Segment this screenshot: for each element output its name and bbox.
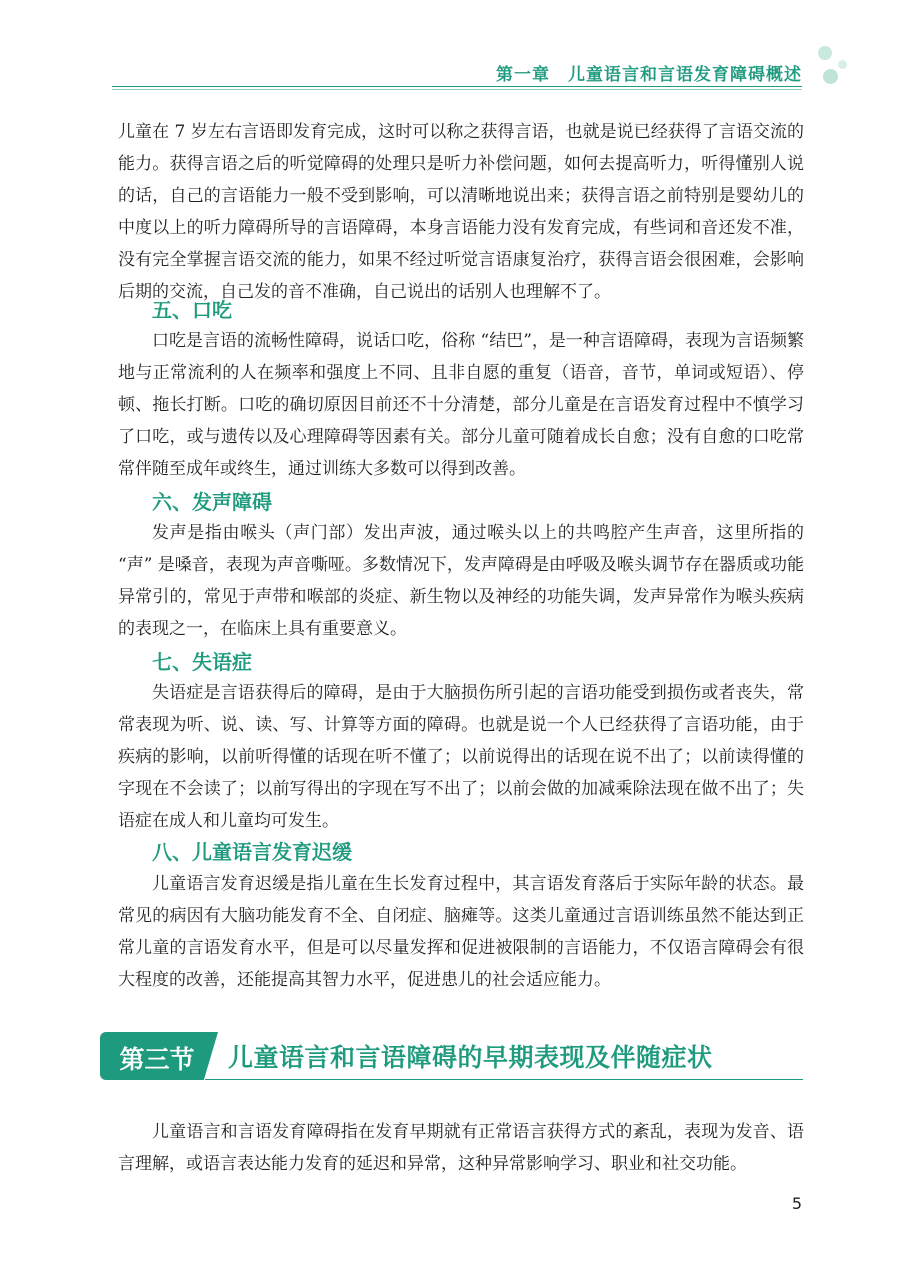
header-divider-secondary	[112, 89, 802, 90]
running-header: 第一章 儿童语言和言语发育障碍概述	[496, 65, 802, 85]
section-title: 儿童语言和言语障碍的早期表现及伴随症状	[228, 1043, 713, 1072]
body-paragraph: 儿童语言和言语发育障碍指在发育早期就有正常语言获得方式的紊乱，表现为发音、语言理解，或语言表达能力发育的延迟和异常，这种异常影响学习、职业和社交功能。	[118, 1122, 804, 1174]
subheading-language-delay: 八、儿童语言发育迟缓	[152, 840, 352, 864]
body-paragraph: 发声是指由喉头（声门部）发出声波，通过喉头以上的共鸣腔产生声音，这里所指的 “声” 是嗓音，表现为声音嘶哑。多数情况下，发声障碍是由呼吸及喉头调节存在器质或功能异常引的，常见于声带和喉部的炎症、新生物以及神经的功能失调，发声异常作为喉头疾病的表现之一，在临床上具有重要意义。	[118, 523, 804, 639]
section-divider	[205, 1079, 803, 1080]
page-number: 5	[791, 1194, 802, 1213]
header-divider	[112, 86, 802, 87]
decorative-dot	[818, 46, 832, 60]
section-number: 第三节	[119, 1045, 195, 1074]
body-paragraph: 口吃是言语的流畅性障碍，说话口吃，俗称 “结巴”，是一种言语障碍，表现为言语频繁地与正常流利的人在频率和强度上不同、且非自愿的重复（语音，音节，单词或短语）、停顿、拖长打断。口吃的确切原因目前还不十分清楚，部分儿童是在言语发育过程中不慎学习了口吃，或与遗传以及心理障碍等因素有关。部分儿童可随着成长自愈；没有自愈的口吃常常伴随至成年或终生，通过训练大多数可以得到改善。	[118, 331, 804, 479]
body-paragraph: 失语症是言语获得后的障碍，是由于大脑损伤所引起的言语功能受到损伤或者丧失，常常表现为听、说、读、写、计算等方面的障碍。也就是说一个人已经获得了言语功能，由于疾病的影响，以前听得懂的话现在听不懂了；以前说得出的话现在说不出了；以前读得懂的字现在不会读了；以前写得出的字现在写不出了；以前会做的加减乘除法现在做不出了；失语症在成人和儿童均可发生。	[118, 683, 804, 831]
subheading-stuttering: 五、口吃	[152, 298, 232, 322]
decorative-dot	[823, 69, 838, 84]
subheading-voice-disorder: 六、发声障碍	[152, 490, 272, 514]
body-paragraph: 儿童在 7 岁左右言语即发育完成，这时可以称之获得言语，也就是说已经获得了言语交流的能力。获得言语之后的听觉障碍的处理只是听力补偿问题，如何去提高听力，听得懂别人说的话，自己的言语能力一般不受到影响，可以清晰地说出来；获得言语之前特别是婴幼儿的中度以上的听力障碍所导的言语障碍，本身言语能力没有发育完成，有些词和音还发不准，没有完全掌握言语交流的能力，如果不经过听觉言语康复治疗，获得言语会很困难，会影响后期的交流，自己发的音不准确，自己说出的话别人也理解不了。	[118, 122, 804, 302]
subheading-aphasia: 七、失语症	[152, 650, 252, 674]
decorative-dot	[838, 60, 847, 69]
body-paragraph: 儿童语言发育迟缓是指儿童在生长发育过程中，其言语发育落后于实际年龄的状态。最常见的病因有大脑功能发育不全、自闭症、脑瘫等。这类儿童通过言语训练虽然不能达到正常儿童的言语发育水平，但是可以尽量发挥和促进被限制的言语能力，不仅语言障碍会有很大程度的改善，还能提高其智力水平，促进患儿的社会适应能力。	[118, 874, 804, 990]
